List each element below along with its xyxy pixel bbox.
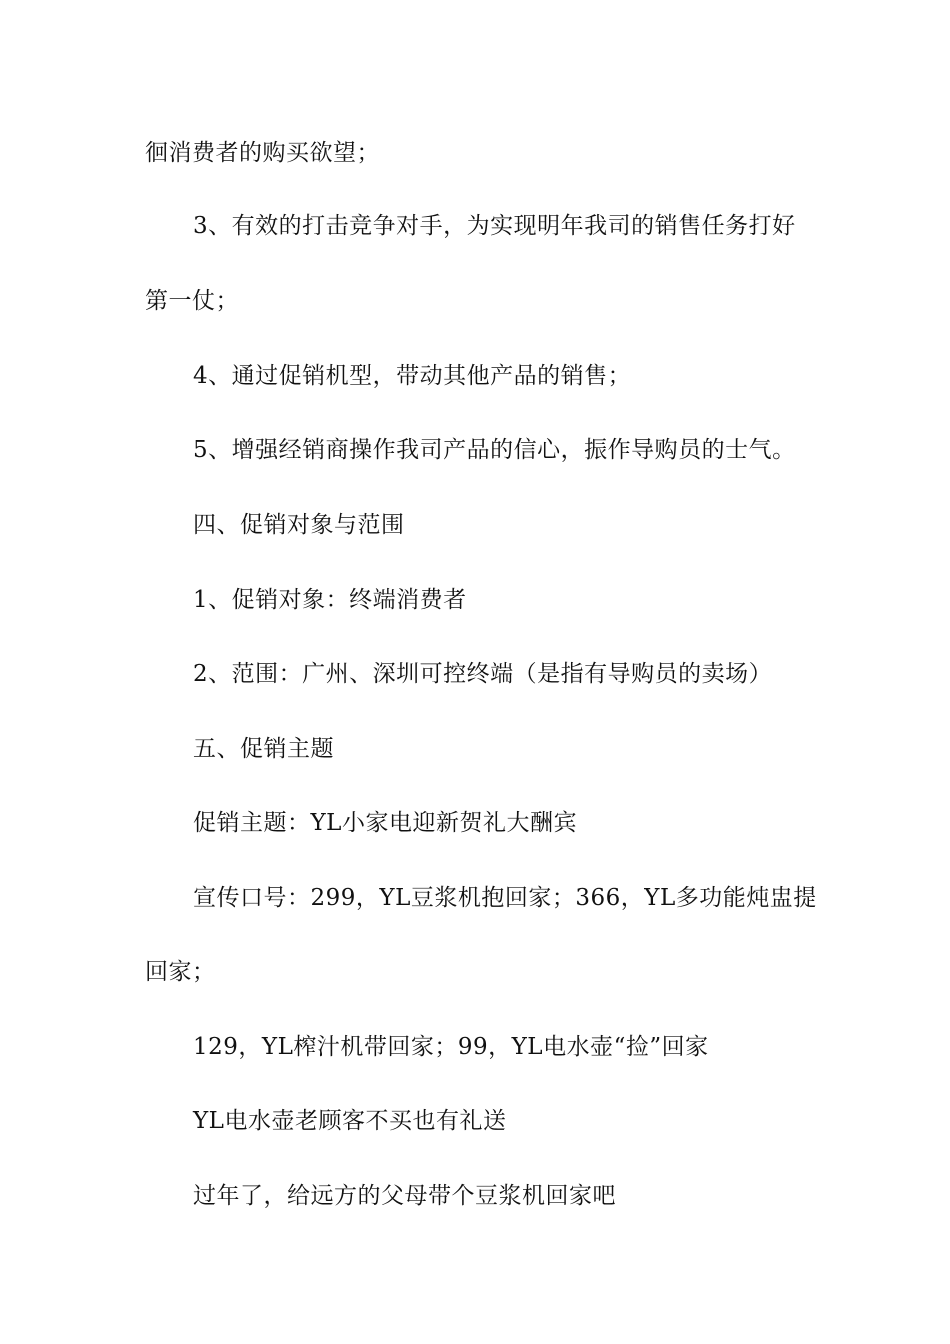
slogan-line: 宣传口号：299，YL豆浆机抱回家；366，YL多功能炖盅提 (193, 885, 817, 911)
slogan-line-2: 129，YL榨汁机带回家；99，YL电水壶“捡”回家 (193, 1034, 709, 1060)
slogan-continuation: 回家； (145, 959, 216, 985)
promotion-scope: 2、范围：广州、深圳可控终端（是指有导购员的卖场） (193, 661, 773, 687)
slogan-line-4: 过年了，给远方的父母带个豆浆机回家吧 (193, 1183, 616, 1209)
section-heading-5: 五、促销主题 (193, 736, 334, 762)
list-item-3-continuation: 第一仗； (145, 288, 239, 314)
list-item-4: 4、通过促销机型，带动其他产品的销售； (193, 363, 632, 389)
promotion-target: 1、促销对象：终端消费者 (193, 587, 467, 613)
paragraph-continuation-line: 徊消费者的购买欲望； (145, 140, 380, 166)
section-heading-4: 四、促销对象与范围 (193, 512, 405, 538)
promotion-theme: 促销主题：YL小家电迎新贺礼大酬宾 (193, 810, 577, 836)
list-item-3: 3、有效的打击竞争对手，为实现明年我司的销售任务打好 (193, 213, 796, 239)
slogan-line-3: YL电水壶老顾客不买也有礼送 (193, 1108, 507, 1134)
list-item-5: 5、增强经销商操作我司产品的信心，振作导购员的士气。 (193, 437, 796, 463)
